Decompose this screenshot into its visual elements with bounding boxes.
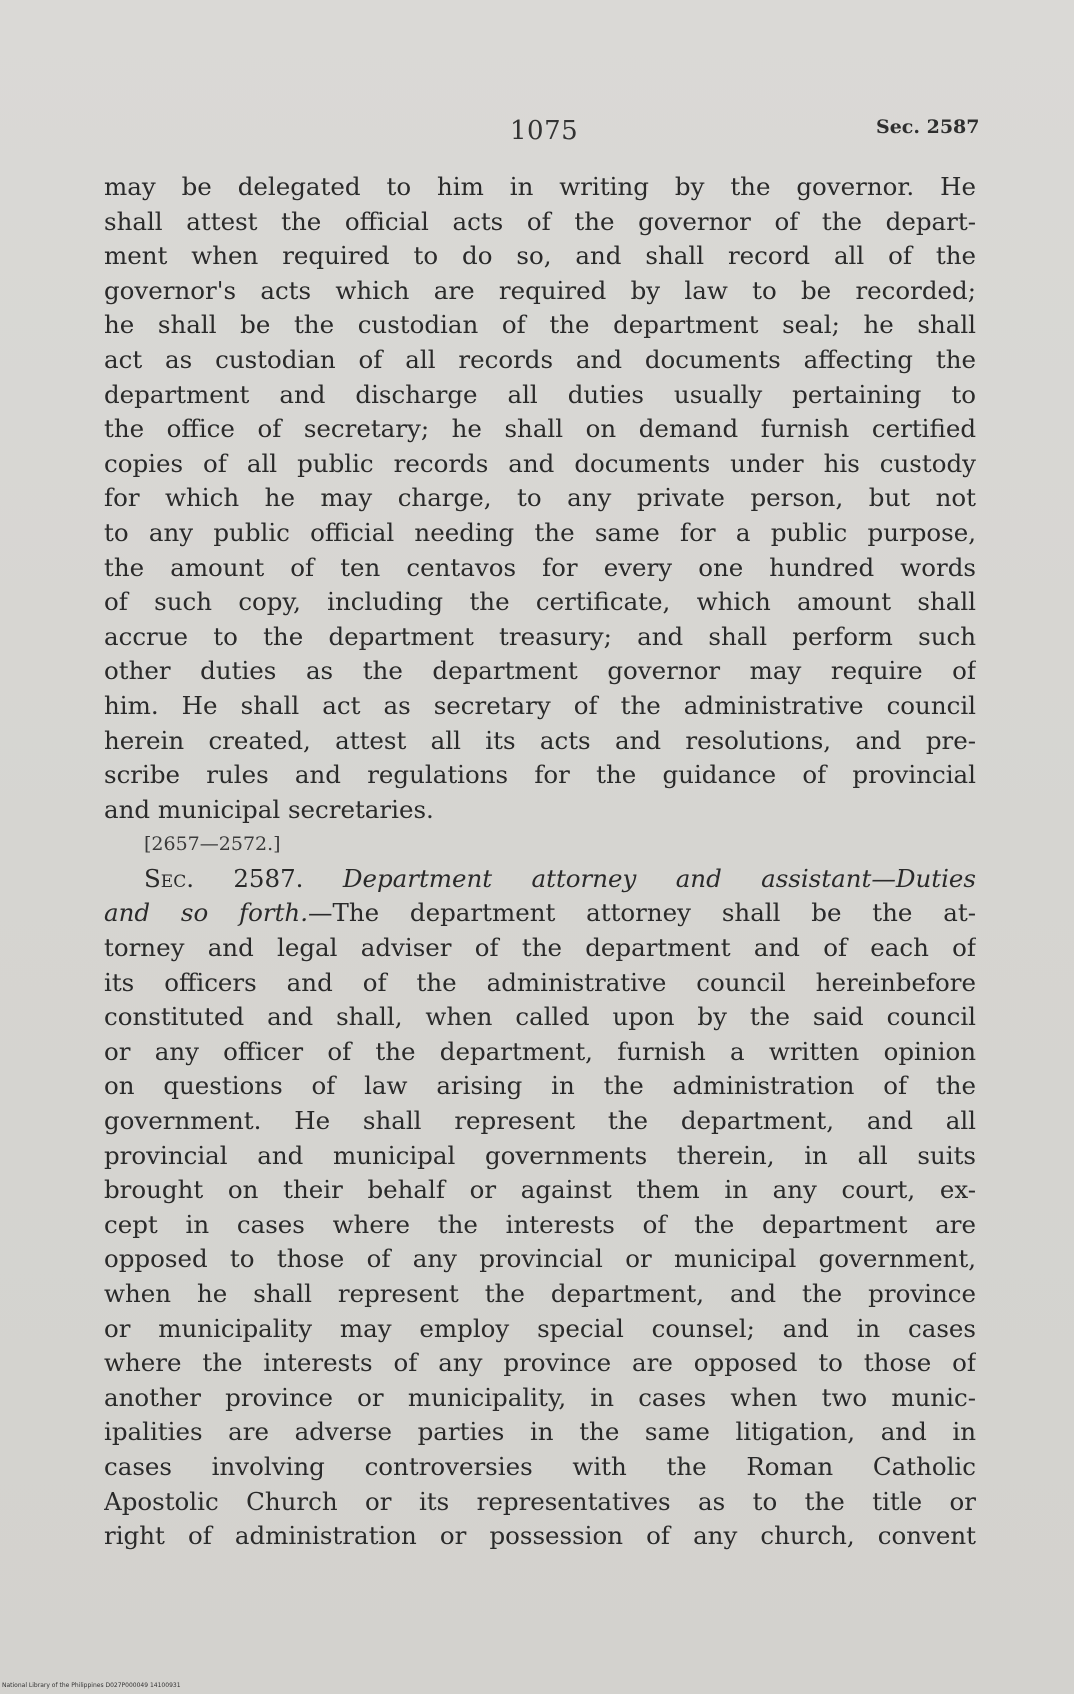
text-line: the amount of ten centavos for every one hundred words xyxy=(104,552,976,582)
text-line: ment when required to do so, and shall record all of the xyxy=(104,241,976,271)
text-line: copies of all public records and documents under his custody xyxy=(104,448,976,478)
text-line: may be delegated to him in writing by the governor. He xyxy=(104,172,976,201)
section-text-start: —The department attorney shall be the at- xyxy=(307,898,976,928)
source-citation: [2657—2572.] xyxy=(144,833,281,856)
text-line: the office of secretary; he shall on demand furnish certified xyxy=(104,414,976,444)
section-title: Department attorney and assistant—Duties xyxy=(342,863,976,893)
text-line: constituted and shall, when called upon by the said council xyxy=(104,1002,976,1032)
text-line: act as custodian of all records and documents affecting the xyxy=(104,344,976,374)
text-line: right of administration or possession of any church, convent xyxy=(104,1521,976,1551)
text-line: he shall be the custodian of the department seal; he shall xyxy=(104,310,976,340)
text-line: ipalities are adverse parties in the same litigation, and in xyxy=(104,1417,976,1447)
text-line: to any public official needing the same for a public purpose, xyxy=(104,517,976,547)
text-line: scribe rules and regulations for the guidance of provincial xyxy=(104,760,976,790)
text-line: or any officer of the department, furnish a written opinion xyxy=(104,1036,976,1066)
section-heading-line xyxy=(104,862,976,897)
text-line: cept in cases where the interests of the department are xyxy=(104,1209,976,1239)
section-title-continued: and so forth. xyxy=(104,898,308,928)
text-line: shall attest the official acts of the governor of the depart- xyxy=(104,206,976,236)
text-line: accrue to the department treasury; and shall perform such xyxy=(104,621,976,651)
text-line: provincial and municipal governments therein, in all suits xyxy=(104,1140,976,1170)
text-line: when he shall represent the department, and the province xyxy=(104,1279,976,1308)
text-line: him. He shall act as secretary of the administrative council xyxy=(104,690,976,720)
text-line: government. He shall represent the department, and all xyxy=(104,1106,976,1136)
section-number: Sec. 2587. xyxy=(144,863,304,893)
text-line: governor's acts which are required by law to be recorded; xyxy=(104,275,976,305)
text-line: or municipality may employ special counsel; and in cases xyxy=(104,1313,976,1343)
text-line: department and discharge all duties usually pertaining to xyxy=(104,379,976,409)
body-text xyxy=(104,170,976,1554)
text-line: herein created, attest all its acts and resolutions, and pre- xyxy=(104,725,976,755)
text-line: other duties as the department governor may require of xyxy=(104,656,976,686)
text-line: another province or municipality, in cases when two munic- xyxy=(104,1382,976,1412)
text-line: opposed to those of any provincial or municipal government, xyxy=(104,1244,976,1274)
text-line: brought on their behalf or against them in any court, ex- xyxy=(104,1175,976,1205)
text-line: its officers and of the administrative council hereinbefore xyxy=(104,967,976,997)
section-heading-continuation xyxy=(104,896,976,931)
running-section-reference: Sec. 2587 xyxy=(876,116,980,138)
section-2587 xyxy=(104,862,976,1554)
page-header xyxy=(0,108,1074,148)
text-line: Apostolic Church or its representatives as to the title or xyxy=(104,1486,976,1516)
text-line: for which he may charge, to any private person, but not xyxy=(104,483,976,513)
scan-footer-note: National Library of the Philippines D027P000049 14100931 xyxy=(2,1682,181,1689)
text-line: on questions of law arising in the administration of the xyxy=(104,1071,976,1101)
text-line: cases involving controversies with the Roman Catholic xyxy=(104,1451,976,1481)
text-line: and municipal secretaries. xyxy=(104,794,434,824)
text-line: where the interests of any province are opposed to those of xyxy=(104,1348,976,1378)
text-line: of such copy, including the certificate, which amount shall xyxy=(104,587,976,617)
text-line: torney and legal adviser of the department and of each of xyxy=(104,933,976,963)
page-number: 1075 xyxy=(510,116,579,146)
paragraph-secretary-duties xyxy=(104,170,976,827)
